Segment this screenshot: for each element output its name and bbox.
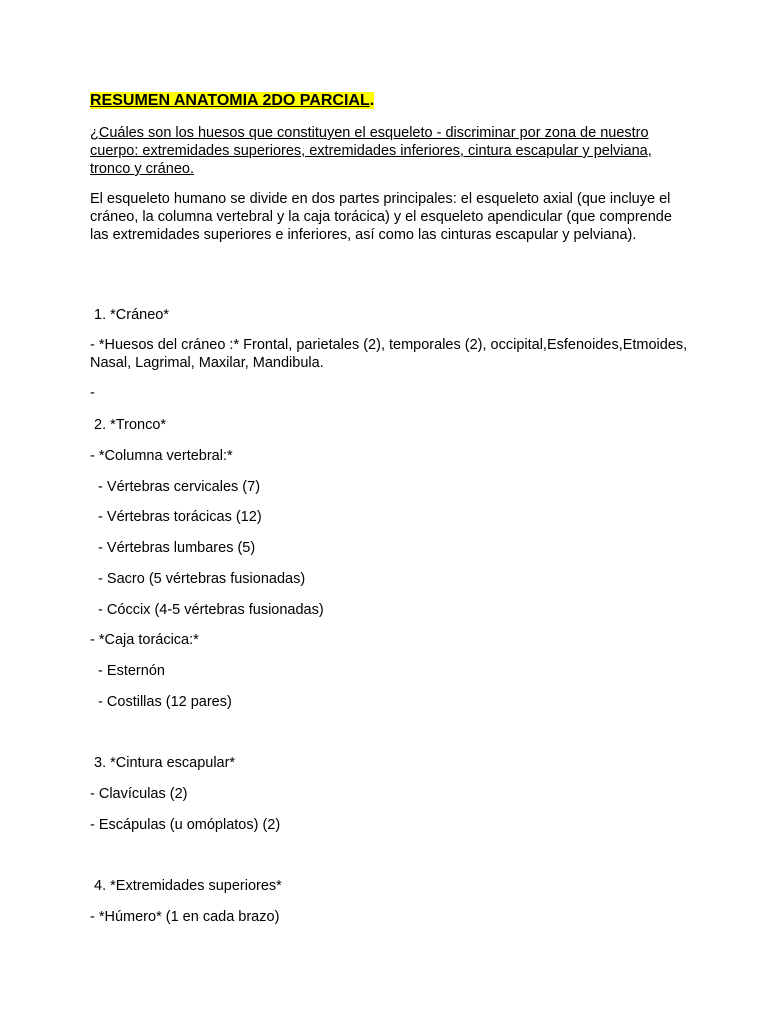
- title-dot: .: [369, 92, 375, 109]
- title-text: RESUMEN ANATOMIA 2DO PARCIAL: [90, 92, 370, 109]
- list-item-huesos-craneo: - *Huesos del cráneo :* Frontal, parietales (2), temporales (2), occipital,Esfenoides,Etmoides, Nasal, Lagrimal, Maxilar, Mandibula.: [90, 337, 688, 371]
- section-heading-craneo: 1. *Cráneo*: [90, 307, 169, 323]
- list-item-coccix: - Cóccix (4-5 vértebras fusionadas): [90, 602, 324, 618]
- question-paragraph: ¿Cuáles son los huesos que constituyen el esqueleto - discriminar por zona de nuestro cuerpo: extremidades superiores, extremidades inferiores, cintura escapular y pelviana, tronco y cráneo.: [90, 125, 652, 177]
- list-item-claviculas: - Clavículas (2): [90, 786, 188, 802]
- list-item-esternon: - Esternón: [90, 663, 165, 679]
- list-item-escapulas: - Escápulas (u omóplatos) (2): [90, 817, 281, 833]
- list-item-toracicas: - Vértebras torácicas (12): [90, 509, 262, 525]
- list-item-cervicales: - Vértebras cervicales (7): [90, 479, 261, 495]
- list-item-columna-vertebral: - *Columna vertebral:*: [90, 448, 233, 464]
- section-heading-extremidades-superiores: 4. *Extremidades superiores*: [90, 878, 282, 894]
- document-page: [90, 0, 690, 1024]
- intro-paragraph: El esqueleto humano se divide en dos partes principales: el esqueleto axial (que incluye el cráneo, la columna vertebral y la caja torácica) y el esqueleto apendicular (que comprende las extremidades superiores e inferiores, así como las cinturas escapular y pelviana).: [90, 191, 672, 243]
- document-title: [90, 90, 374, 112]
- list-item-caja-toracica: - *Caja torácica:*: [90, 632, 199, 648]
- list-item-lumbares: - Vértebras lumbares (5): [90, 540, 256, 556]
- list-item-costillas: - Costillas (12 pares): [90, 694, 232, 710]
- list-item-dash: -: [90, 385, 95, 401]
- section-heading-tronco: 2. *Tronco*: [90, 417, 167, 433]
- list-item-humero: - *Húmero* (1 en cada brazo): [90, 909, 280, 925]
- section-heading-cintura-escapular: 3. *Cintura escapular*: [90, 755, 236, 771]
- list-item-sacro: - Sacro (5 vértebras fusionadas): [90, 571, 306, 587]
